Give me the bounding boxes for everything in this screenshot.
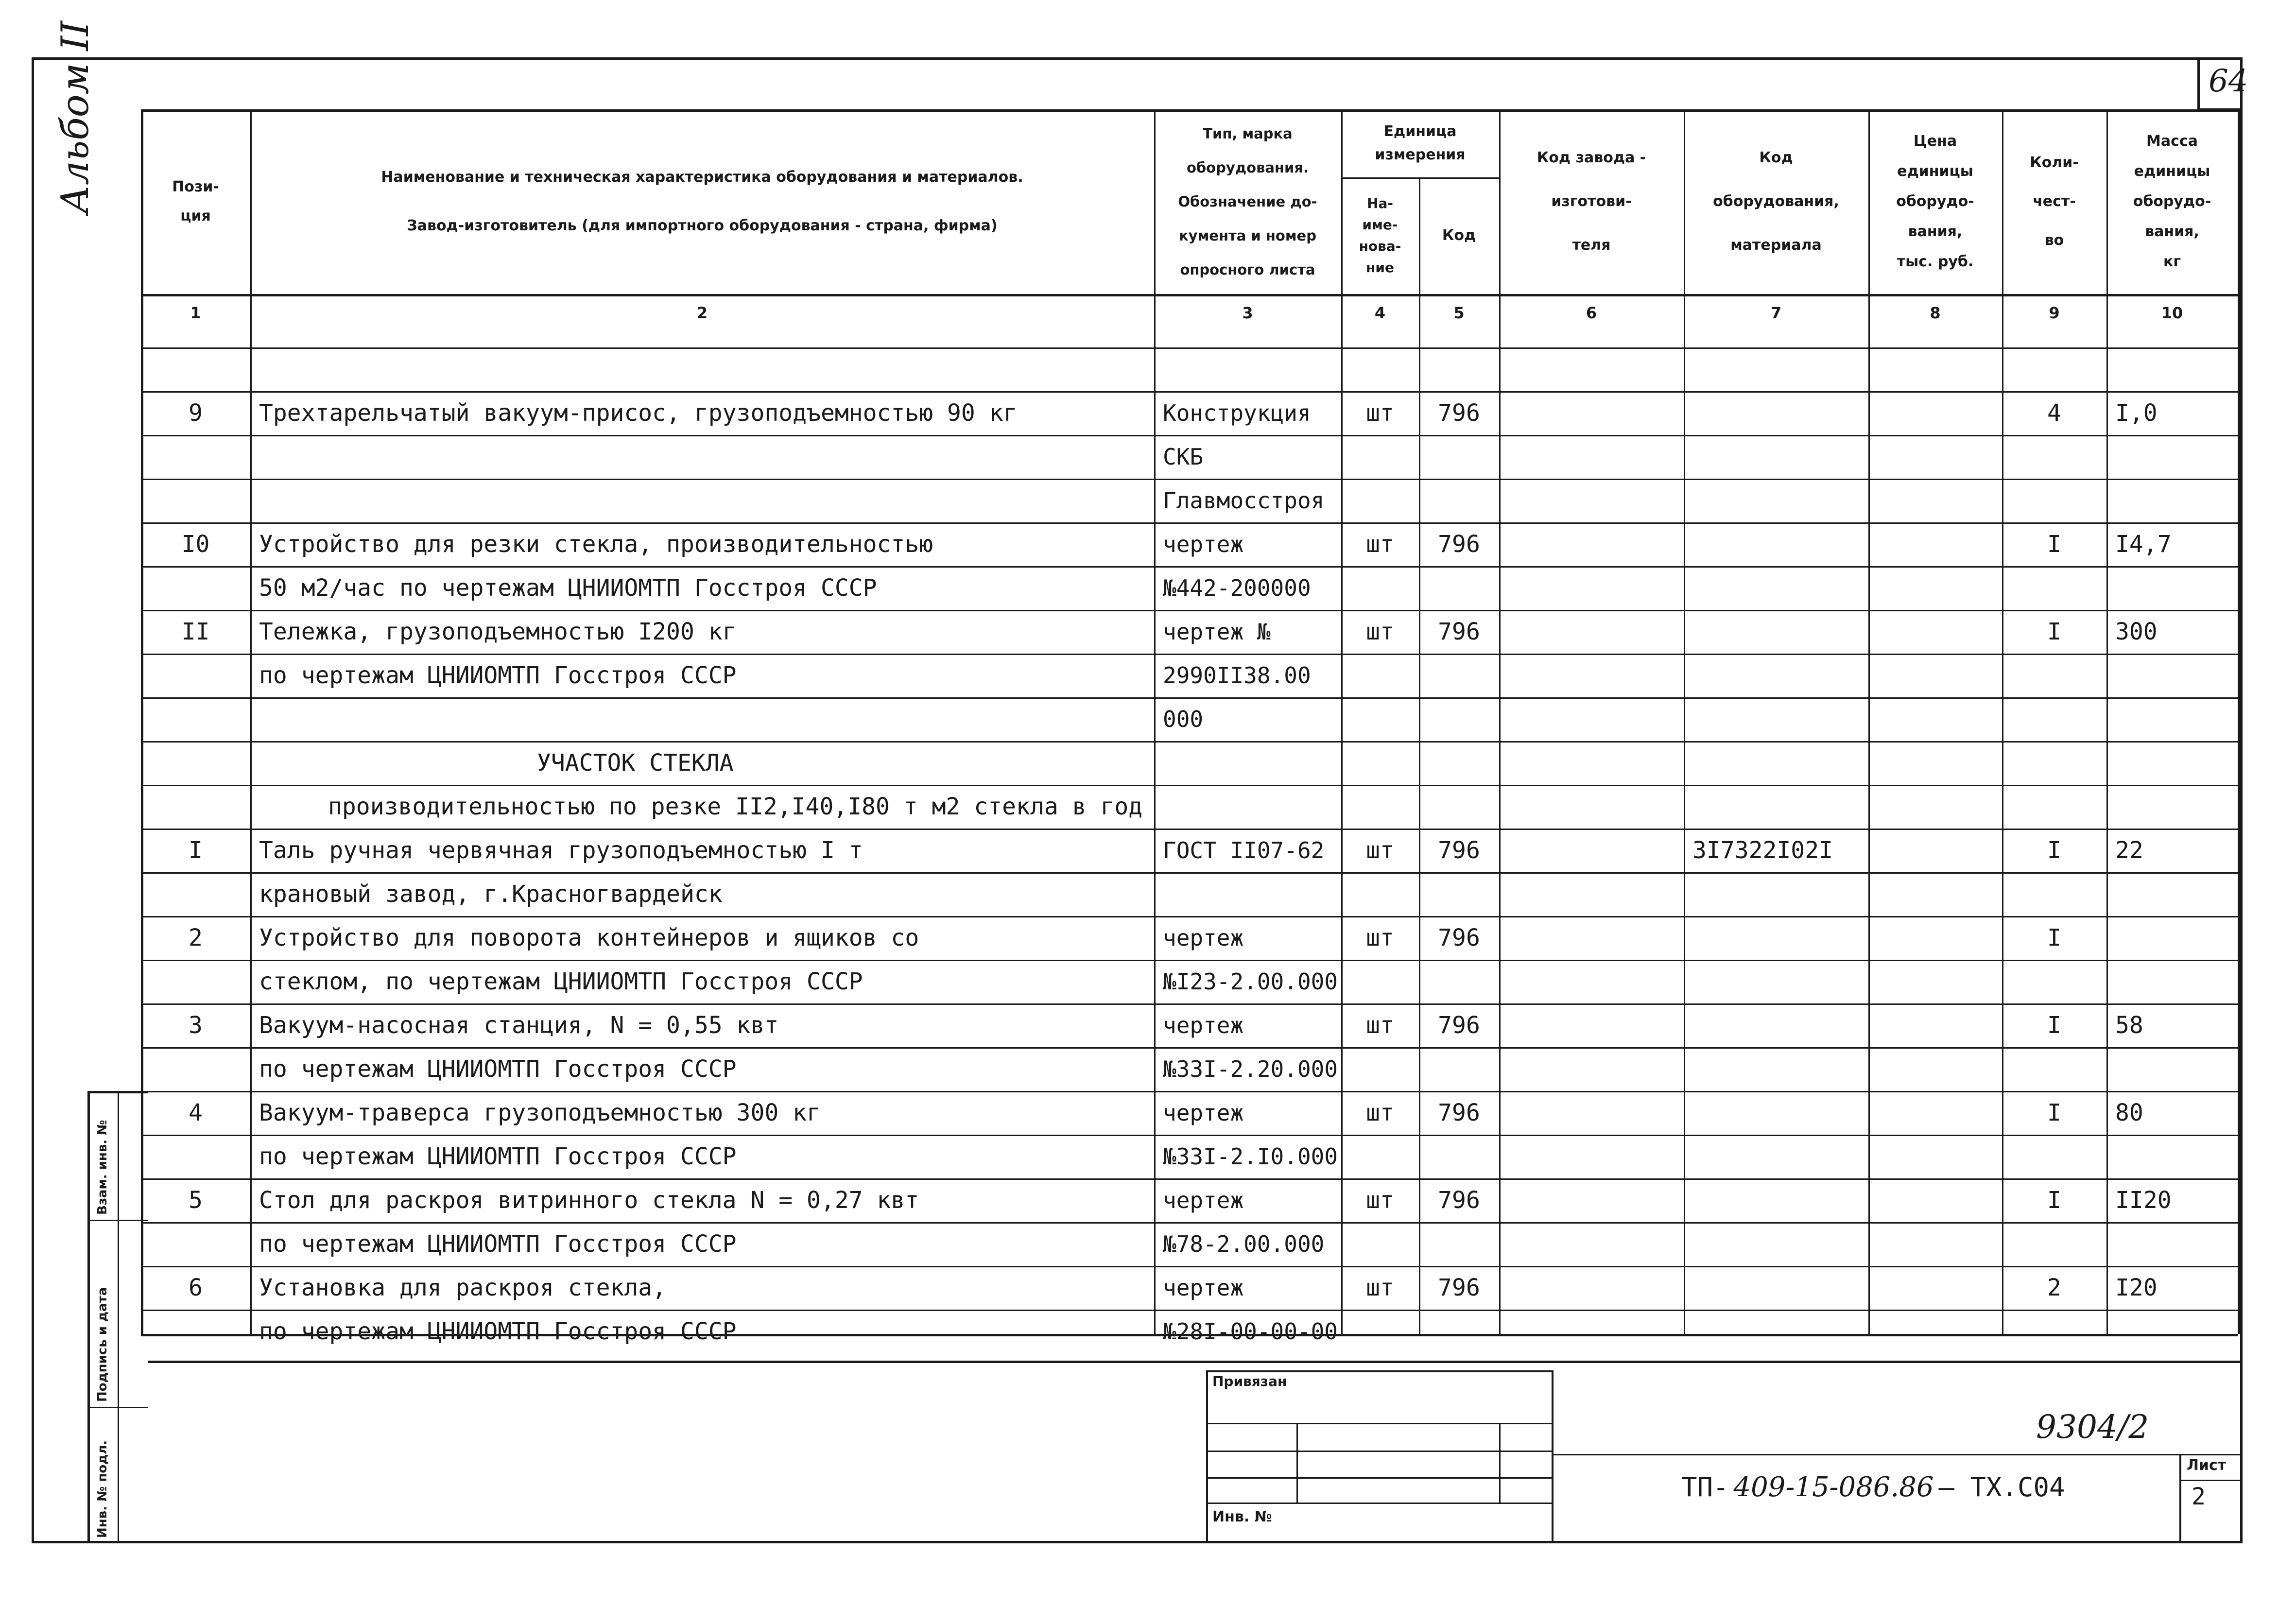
- position-cell: I0: [181, 531, 210, 558]
- unit-name-cell: шт: [1366, 1099, 1394, 1126]
- column-number: 2: [696, 304, 708, 322]
- stamp-divider: [87, 1407, 148, 1408]
- name-cell: по чертежам ЦНИИОМТП Госстроя СССР: [259, 1055, 737, 1083]
- grid-line: [141, 829, 2238, 830]
- type-cell: №33I-2.20.000: [1163, 1056, 1338, 1082]
- mass-cell: 58: [2115, 1012, 2143, 1039]
- grid-line: [141, 294, 2238, 296]
- grid-line: [141, 1222, 2238, 1224]
- stamp-label-signature: Подпись и дата: [95, 1287, 110, 1402]
- type-cell: Главмосстроя: [1163, 487, 1325, 514]
- type-cell: №28I-00-00-00: [1163, 1318, 1338, 1345]
- designation-prefix: ТП-: [1681, 1472, 1729, 1503]
- name-cell: по чертежам ЦНИИОМТП Госстроя СССР: [259, 1230, 737, 1258]
- header-factory-code: Код завода - изготови- теля: [1536, 149, 1646, 254]
- grid-line: [141, 785, 2238, 786]
- stamp-divider: [118, 1091, 119, 1543]
- quantity-cell: I: [2047, 618, 2061, 645]
- grid-line: [141, 697, 2238, 699]
- type-cell: ГОСТ II07-62: [1163, 837, 1325, 864]
- unit-name-cell: шт: [1366, 618, 1394, 645]
- name-cell: производительностью по резке II2,I40,I80 т м2 стекла в год: [328, 793, 1143, 820]
- grid-line: [2238, 109, 2240, 1334]
- name-cell: по чертежам ЦНИИОМТП Госстроя СССР: [259, 1143, 737, 1170]
- type-cell: №33I-2.I0.000: [1163, 1143, 1338, 1170]
- name-cell: Стол для раскроя витринного стекла N = 0,27 квт: [259, 1187, 919, 1214]
- handwritten-note: 9304/2: [2036, 1408, 2149, 1446]
- unit-name-cell: шт: [1366, 837, 1394, 864]
- column-number: 1: [190, 304, 201, 322]
- type-cell: 000: [1163, 706, 1204, 732]
- sheet-box-line: [2179, 1480, 2243, 1481]
- name-cell: по чертежам ЦНИИОМТП Госстроя СССР: [259, 1318, 737, 1345]
- header-quantity: Коли- чест- во: [2030, 154, 2079, 249]
- title-line: [1206, 1451, 1554, 1452]
- quantity-cell: I: [2047, 924, 2061, 951]
- unit-code-cell: 796: [1438, 1187, 1480, 1214]
- sheet-label: Лист: [2187, 1457, 2227, 1474]
- designation: [1681, 1471, 2065, 1503]
- unit-name-cell: шт: [1366, 399, 1394, 427]
- position-cell: 5: [189, 1187, 203, 1214]
- name-cell: Таль ручная червячная грузоподъемностью I т: [259, 837, 863, 864]
- equipment-code-cell: 3I7322I02I: [1692, 837, 1833, 864]
- header-equipment-code: Код оборудования, материала: [1713, 149, 1839, 254]
- quantity-cell: 4: [2047, 399, 2061, 427]
- grid-line: [141, 654, 2238, 655]
- grid-line: [141, 566, 2238, 568]
- mass-cell: I,0: [2115, 399, 2158, 427]
- inventory-label: Инв. №: [1212, 1508, 1272, 1525]
- grid-line: [141, 872, 2238, 874]
- unit-name-cell: шт: [1366, 1187, 1394, 1214]
- type-cell: 2990II38.00: [1163, 662, 1311, 689]
- designation-suffix: – ТХ.С04: [1938, 1472, 2065, 1503]
- grid-line: [141, 1047, 2238, 1049]
- name-cell: 50 м2/час по чертежам ЦНИИОМТП Госстроя СССР: [259, 574, 877, 602]
- grid-line: [141, 610, 2238, 611]
- grid-line: [141, 960, 2238, 961]
- unit-code-cell: 796: [1438, 1274, 1480, 1301]
- name-cell: по чертежам ЦНИИОМТП Госстроя СССР: [259, 662, 737, 689]
- title-line: [1499, 1423, 1501, 1503]
- designation-number: 409-15-086.86: [1733, 1471, 1934, 1503]
- unit-name-cell: шт: [1366, 924, 1394, 951]
- grid-line: [141, 741, 2238, 743]
- name-cell: Трехтарельчатый вакуум-присос, грузоподъемностью 90 кг: [259, 399, 1018, 427]
- grid-line: [141, 1091, 2238, 1092]
- grid-line: [141, 522, 2238, 524]
- album-label: Альбом II: [53, 21, 97, 214]
- type-cell: чертеж: [1163, 531, 1244, 557]
- unit-code-cell: 796: [1438, 1012, 1480, 1039]
- unit-code-cell: 796: [1438, 924, 1480, 951]
- mass-cell: I20: [2115, 1274, 2158, 1301]
- grid-line: [141, 1135, 2238, 1136]
- column-number: 10: [2161, 304, 2183, 322]
- header-type: Тип, марка оборудования. Обозначение до- кумента и номер опросного листа: [1178, 125, 1317, 278]
- header-unit-name: На- име- нова- ние: [1359, 195, 1401, 276]
- header-unit-group: Единица измерения: [1375, 123, 1466, 163]
- header-unit-price: Цена единицы оборудо- вания, тыс. руб.: [1896, 133, 1974, 270]
- grid-line: [141, 435, 2238, 436]
- header-unit-code: Код: [1442, 227, 1476, 244]
- title-line: [1296, 1423, 1298, 1503]
- column-number: 6: [1586, 304, 1597, 322]
- header-unit-mass: Масса единицы оборудо- вания, кг: [2133, 133, 2211, 270]
- unit-code-cell: 796: [1438, 618, 1480, 645]
- position-cell: I: [189, 837, 203, 864]
- header-position: Пози- ция: [172, 178, 219, 225]
- type-cell: Конструкция: [1163, 400, 1311, 426]
- position-cell: 4: [189, 1099, 203, 1126]
- title-line: [1206, 1477, 1554, 1479]
- name-cell: крановый завод, г.Красногвардейск: [259, 881, 723, 908]
- stamp-divider: [87, 1220, 148, 1221]
- grid-line: [141, 1178, 2238, 1180]
- type-cell: чертеж: [1163, 1187, 1244, 1213]
- column-number: 7: [1770, 304, 1782, 322]
- unit-name-cell: шт: [1366, 531, 1394, 558]
- unit-name-cell: шт: [1366, 1274, 1394, 1301]
- type-cell: СКБ: [1163, 444, 1204, 470]
- name-cell: Устройство для поворота контейнеров и ящиков со: [259, 924, 919, 951]
- position-cell: 2: [189, 924, 203, 951]
- column-number: 4: [1374, 304, 1386, 322]
- type-cell: чертеж: [1163, 1100, 1244, 1126]
- mass-cell: 22: [2115, 837, 2143, 864]
- grid-line: [141, 1266, 2238, 1267]
- quantity-cell: I: [2047, 837, 2061, 864]
- unit-code-cell: 796: [1438, 531, 1480, 558]
- type-cell: чертеж: [1163, 925, 1244, 951]
- type-cell: №442-200000: [1163, 575, 1311, 601]
- grid-line: [1419, 177, 1420, 1334]
- grid-line: [141, 479, 2238, 480]
- unit-code-cell: 796: [1438, 1099, 1480, 1126]
- type-cell: №I23-2.00.000: [1163, 968, 1338, 995]
- page-number: 64: [2209, 63, 2248, 99]
- title-line: [1206, 1423, 1554, 1424]
- unit-code-cell: 796: [1438, 837, 1480, 864]
- type-cell: чертеж №: [1163, 619, 1271, 645]
- quantity-cell: I: [2047, 1012, 2061, 1039]
- grid-line: [141, 916, 2238, 917]
- mass-cell: II20: [2115, 1187, 2172, 1214]
- header-name: Наименование и техническая характеристика оборудования и материалов. Завод-изготовитель (для импортного оборудования - страна, фирма): [381, 169, 1023, 234]
- mass-cell: I4,7: [2115, 531, 2172, 558]
- position-cell: 6: [189, 1274, 203, 1301]
- type-cell: №78-2.00.000: [1163, 1231, 1325, 1257]
- quantity-cell: I: [2047, 1099, 2061, 1126]
- stamp-label-replace: Взам. инв. №: [95, 1120, 110, 1215]
- name-cell: Тележка, грузоподъемностью I200 кг: [259, 618, 737, 645]
- sheet-number: 2: [2192, 1483, 2206, 1510]
- name-cell: стеклом, по чертежам ЦНИИОМТП Госстроя СССР: [259, 968, 863, 995]
- name-cell: Вакуум-траверса грузоподъемностью 300 кг: [259, 1099, 821, 1126]
- designation-line: [1554, 1454, 2243, 1455]
- privyazan-label: Привязан: [1212, 1373, 1287, 1389]
- column-number: 5: [1453, 304, 1465, 322]
- quantity-cell: I: [2047, 531, 2061, 558]
- name-cell: Вакуум-насосная станция, N = 0,55 квт: [259, 1012, 779, 1039]
- grid-line: [148, 1361, 2243, 1363]
- unit-name-cell: шт: [1366, 1012, 1394, 1039]
- mass-cell: 300: [2115, 618, 2158, 645]
- position-cell: 3: [189, 1012, 203, 1039]
- type-cell: чертеж: [1163, 1012, 1244, 1038]
- column-number: 8: [1930, 304, 1941, 322]
- name-cell: Устройство для резки стекла, производительностью: [259, 531, 933, 558]
- position-cell: 9: [189, 399, 203, 427]
- position-cell: II: [181, 618, 210, 645]
- quantity-cell: 2: [2047, 1274, 2061, 1301]
- quantity-cell: I: [2047, 1187, 2061, 1214]
- unit-code-cell: 796: [1438, 399, 1480, 427]
- grid-line: [141, 1003, 2238, 1005]
- type-cell: чертеж: [1163, 1275, 1244, 1301]
- name-cell: Установка для раскроя стекла,: [259, 1274, 667, 1301]
- stamp-label-inventory: Инв. № подл.: [95, 1440, 110, 1538]
- grid-line: [141, 347, 2238, 349]
- name-cell: УЧАСТОК СТЕКЛА: [537, 749, 734, 777]
- mass-cell: 80: [2115, 1099, 2143, 1126]
- grid-line: [141, 391, 2238, 393]
- column-number: 9: [2049, 304, 2060, 322]
- grid-line: [141, 1310, 2238, 1311]
- title-line: [1206, 1503, 1554, 1504]
- column-number: 3: [1242, 304, 1253, 322]
